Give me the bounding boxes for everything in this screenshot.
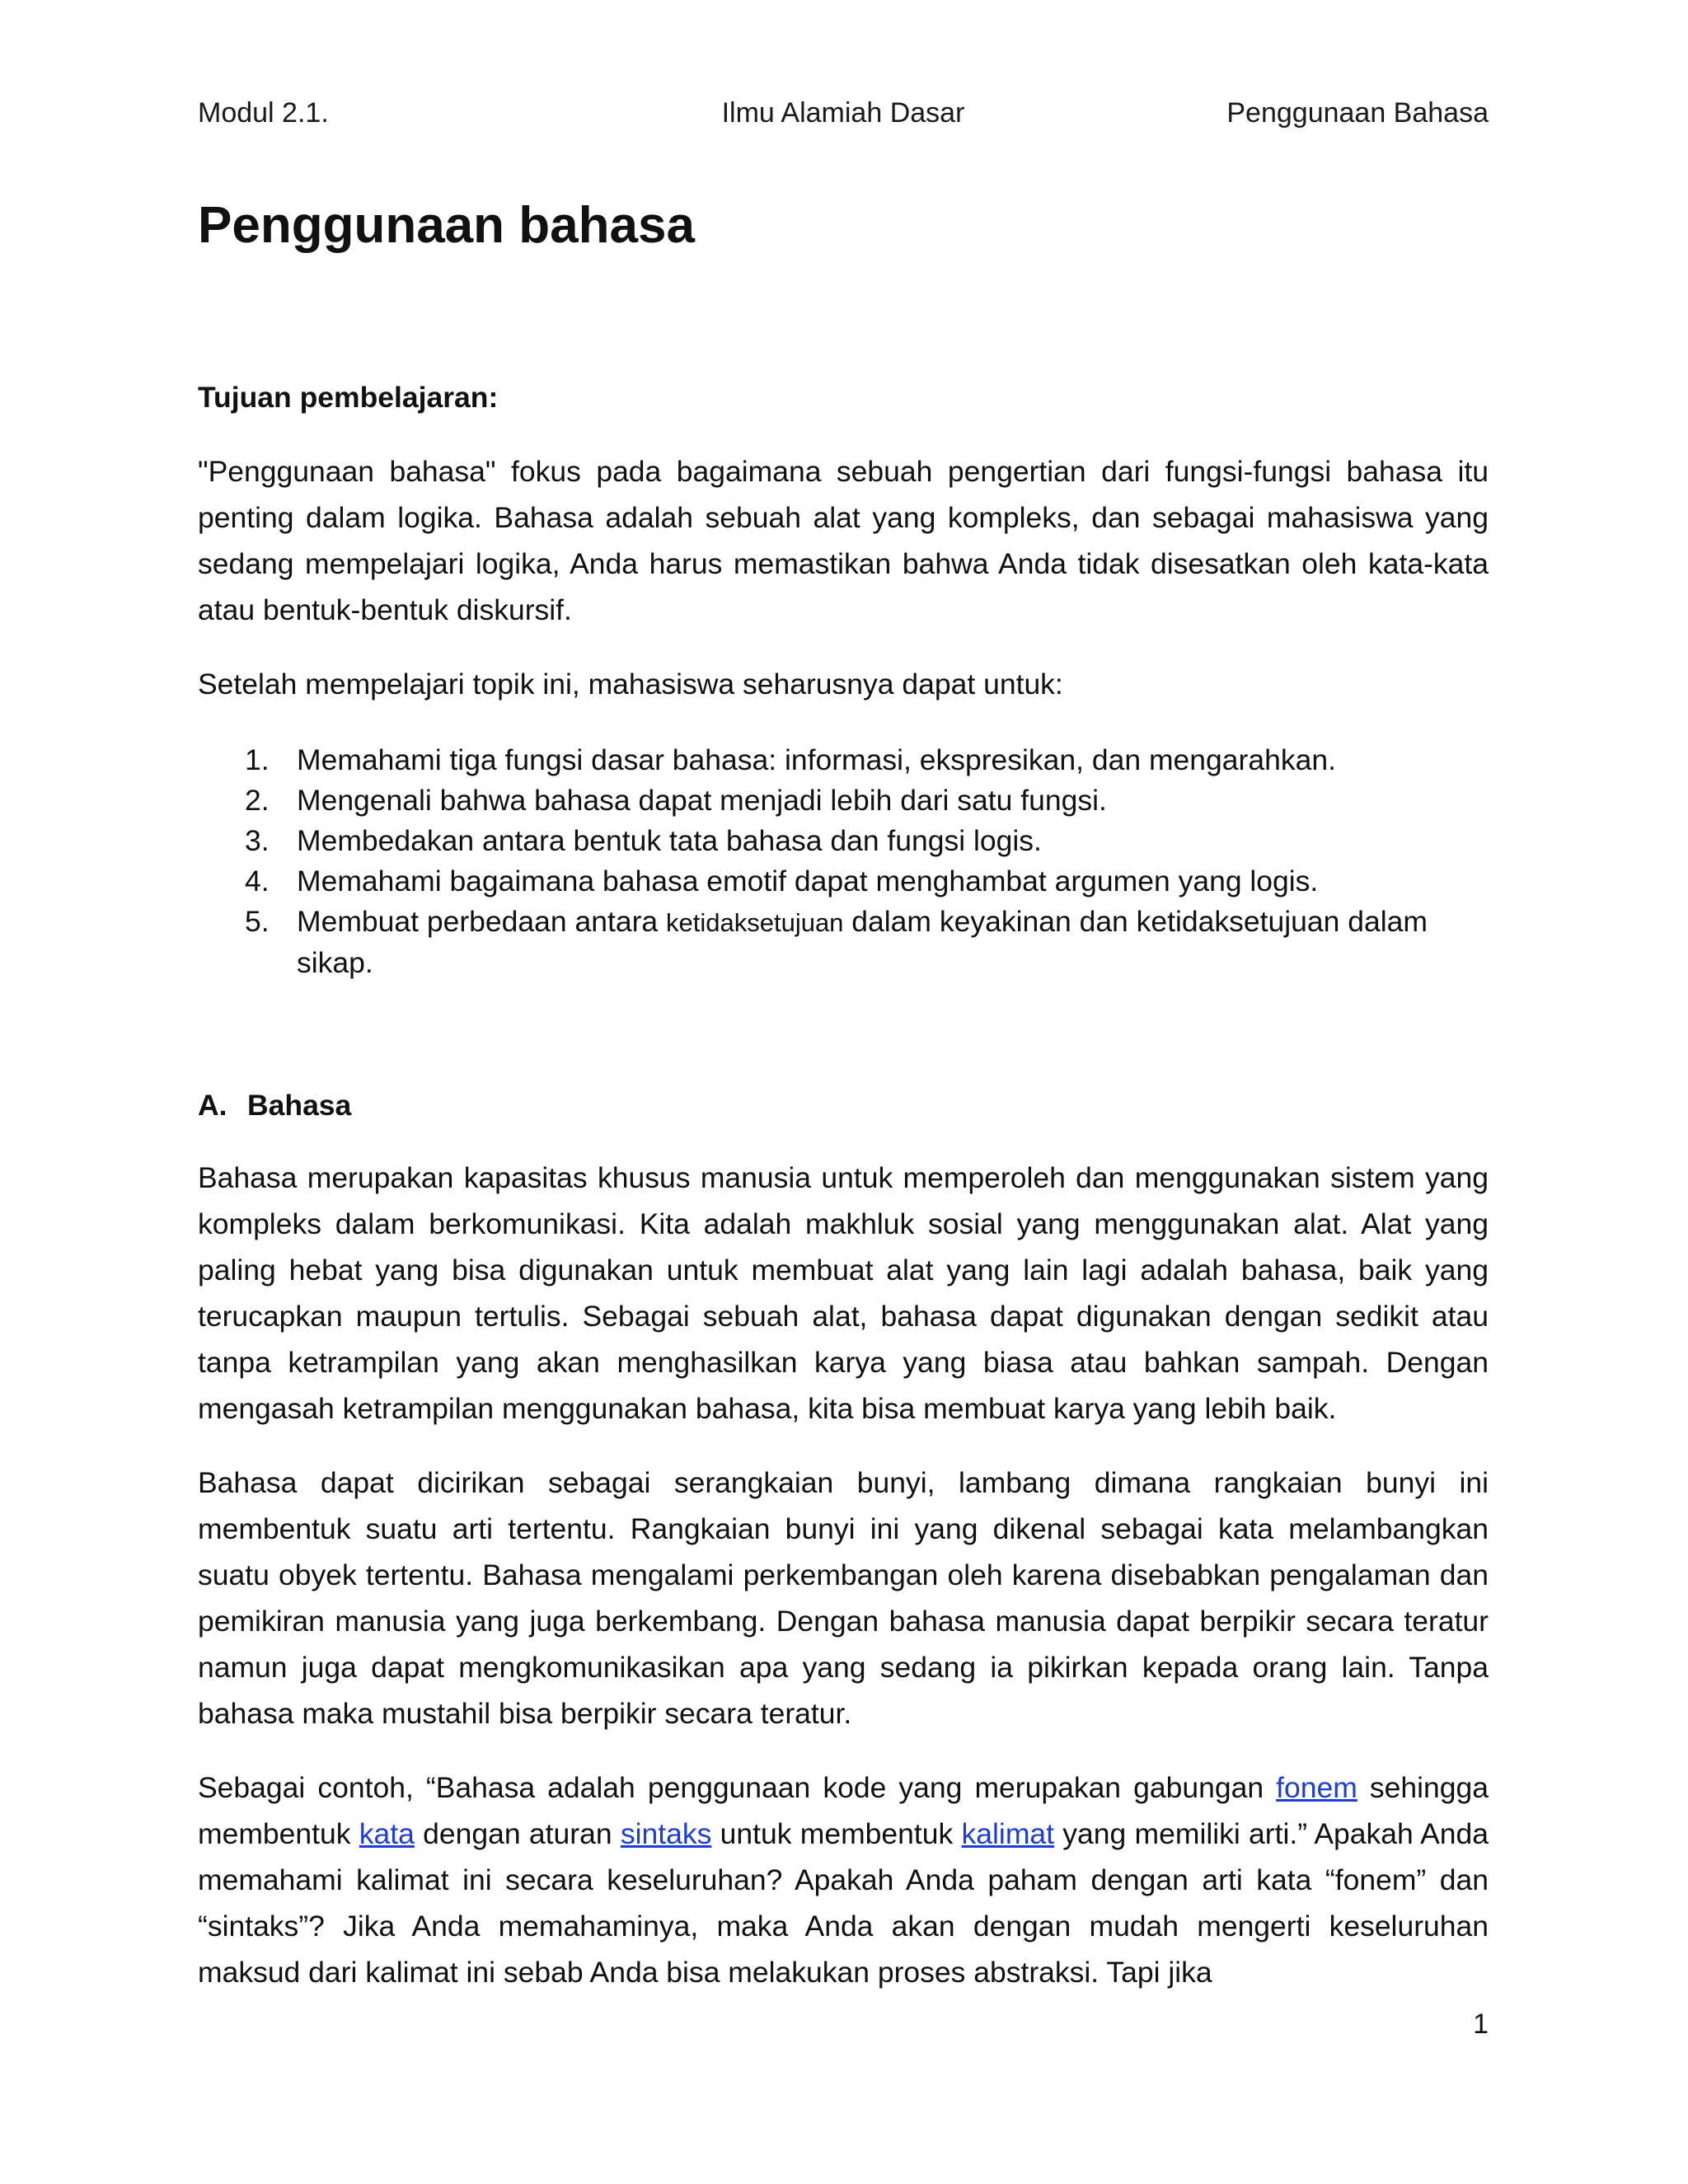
list-number: 5.: [245, 905, 270, 938]
document-body: [198, 374, 1489, 2023]
list-item-text-a: Membuat perbedaan antara: [297, 905, 666, 938]
header-course: Ilmu Alamiah Dasar: [721, 97, 965, 129]
list-number: 1.: [245, 743, 270, 776]
link-kata[interactable]: kata: [359, 1817, 415, 1850]
section-a-paragraph-1: Bahasa merupakan kapasitas khusus manusia untuk memperoleh dan menggunakan sistem yang kompleks dalam berkomunikasi. Kita adalah makhluk sosial yang menggunakan alat. Alat yang paling hebat yang bisa digunakan untuk membuat alat yang lain lagi adalah bahasa, baik yang terucapkan maupun tertulis. Sebagai sebuah alat, bahasa dapat digunakan dengan sedikit atau tanpa ketrampilan yang akan menghasilkan karya yang biasa atau bahkan sampah. Dengan mengasah ketrampilan menggunakan bahasa, kita bisa membuat karya yang lebih baik.: [198, 1161, 1489, 1425]
list-item: [198, 740, 1489, 780]
page-header: [198, 97, 1489, 138]
page-number: 1: [1473, 2008, 1489, 2040]
list-number: 3.: [245, 824, 270, 857]
section-a-paragraph-3: [198, 1765, 1489, 1995]
list-item: [198, 821, 1489, 861]
link-kalimat[interactable]: kalimat: [961, 1817, 1054, 1850]
list-number: 4.: [245, 865, 270, 898]
list-item-text: Memahami tiga fungsi dasar bahasa: informasi, ekspresikan, dan mengarahkan.: [297, 743, 1336, 776]
page-title: Penggunaan bahasa: [198, 197, 695, 254]
list-item-text: Membedakan antara bentuk tata bahasa dan fungsi logis.: [297, 824, 1042, 857]
header-module: Modul 2.1.: [198, 97, 329, 129]
list-number: 2.: [245, 784, 270, 817]
section-letter: A.: [198, 1089, 227, 1122]
learning-goals-lead: Setelah mempelajari topik ini, mahasiswa seharusnya dapat untuk:: [198, 668, 1063, 701]
section-title: Bahasa: [247, 1089, 352, 1122]
paragraph-text: sehingga membentuk: [198, 1771, 1489, 1850]
section-a-paragraph-2: Bahasa dapat dicirikan sebagai serangkaian bunyi, lambang dimana rangkaian bunyi ini membentuk suatu arti tertentu. Rangkaian bunyi ini yang dikenal sebagai kata melambangkan suatu obyek tertentu. Bahasa mengalami perkembangan oleh karena disebabkan pengalaman dan pemikiran manusia yang juga berkembang. Dengan bahasa manusia dapat berpikir secara teratur namun juga dapat mengkomunikasikan apa yang sedang ia pikirkan kepada orang lain. Tanpa bahasa maka mustahil bisa berpikir secara teratur.: [198, 1466, 1489, 1730]
list-item-text-small: ketidaksetujuan: [666, 908, 844, 937]
list-item: [198, 861, 1489, 902]
paragraph-text: Sebagai contoh, “Bahasa adalah penggunaan kode yang merupakan gabungan: [198, 1771, 1277, 1804]
list-item-text-b: dalam keyakinan dan ketidaksetujuan dalam sikap.: [297, 905, 1428, 979]
objectives-list: [198, 740, 1489, 983]
list-item: [198, 902, 1489, 983]
header-topic: Penggunaan Bahasa: [1226, 97, 1489, 129]
list-item-text: Memahami bagaimana bahasa emotif dapat menghambat argumen yang logis.: [297, 865, 1319, 898]
learning-goals-intro: "Penggunaan bahasa" fokus pada bagaimana sebuah pengertian dari fungsi-fungsi bahasa itu penting dalam logika. Bahasa adalah sebuah alat yang kompleks, dan sebagai mahasiswa yang sedang mempelajari logika, Anda harus memastikan bahwa Anda tidak disesatkan oleh kata-kata atau bentuk-bentuk diskursif.: [198, 455, 1489, 626]
section-a-heading: [198, 1082, 1489, 1128]
list-item: [198, 780, 1489, 821]
learning-goals-heading: Tujuan pembelajaran:: [198, 381, 499, 414]
paragraph-text: dengan aturan: [414, 1817, 621, 1850]
link-sintaks[interactable]: sintaks: [620, 1817, 712, 1850]
paragraph-text: untuk membentuk: [711, 1817, 962, 1850]
link-fonem[interactable]: fonem: [1276, 1771, 1357, 1804]
paragraph-text: yang memiliki arti.” Apakah Anda memahami kalimat ini secara keseluruhan? Apakah Anda paham dengan arti kata “fonem” dan “sintaks”? Jika Anda memahaminya, maka Anda akan dengan mudah mengerti keseluruhan maksud dari kalimat ini sebab Anda bisa melakukan proses abstraksi. Tapi jika: [198, 1817, 1489, 1989]
list-item-text: Mengenali bahwa bahasa dapat menjadi lebih dari satu fungsi.: [297, 784, 1107, 817]
